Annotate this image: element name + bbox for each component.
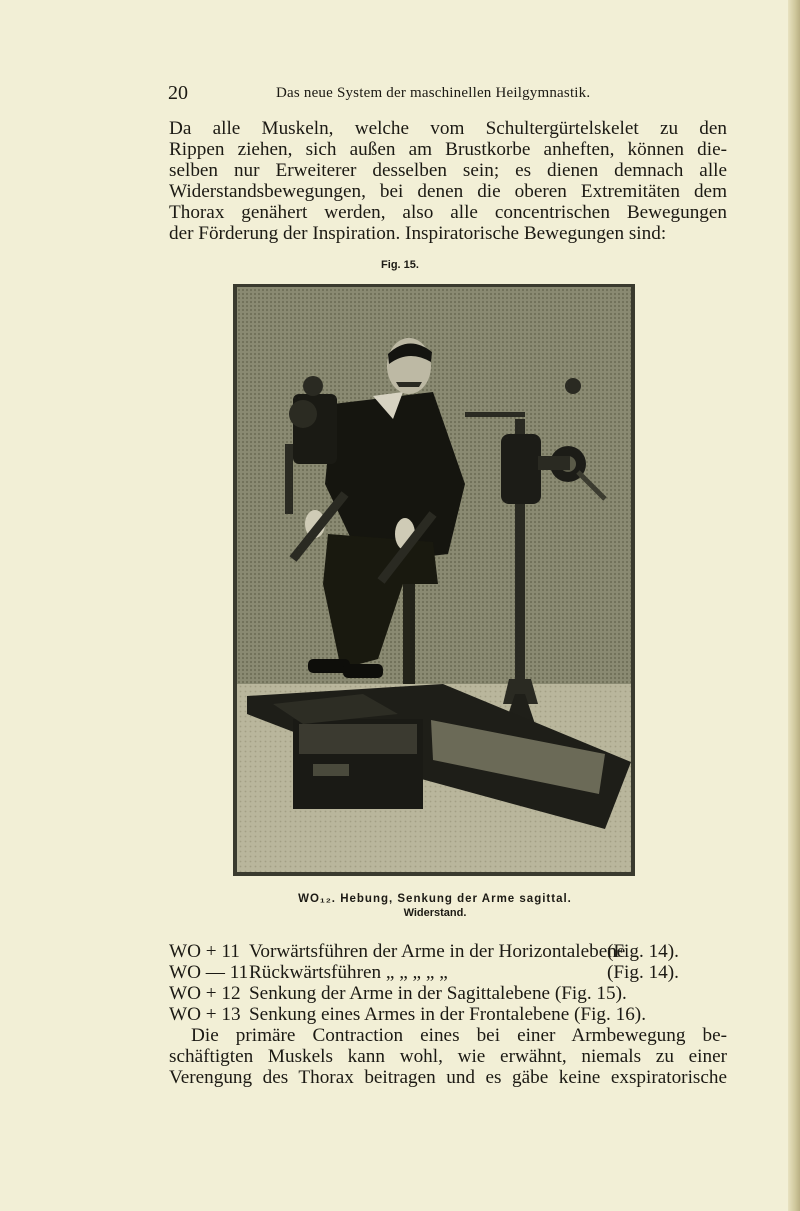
running-header [168,80,728,110]
figure-label: Fig. 15. [381,259,419,271]
figure-caption: WO₁₂. Hebung, Senkung der Arme sagittal. [298,893,572,905]
paragraph-2 [169,1025,727,1088]
running-title: Das neue System der maschinellen Heilgymnastik. [276,85,591,101]
exercise-description: Senkung der Arme in der Sagittalebene (Fig. 15). [249,983,627,1004]
paragraph-1 [169,118,727,244]
exercise-description: Vorwärtsführen der Arme in der Horizontalebene [249,941,626,962]
figure-caption-subline: Widerstand. [403,907,467,919]
figure-photograph [233,284,635,876]
text-line: schäftigten Muskels kann wohl, wie erwähnt, niemals zu einer [169,1046,727,1067]
exercise-code: WO + 12 [169,983,241,1004]
list-item [169,983,729,1004]
list-item [169,1004,729,1025]
exercise-code: WO + 11 [169,941,240,962]
list-item [169,962,729,983]
page-edge [788,0,800,1211]
text-line: Thorax genähert werden, also alle concentrischen Bewegungen [169,202,727,223]
text-line: Verengung des Thorax beitragen und es gäbe keine exspiratorische [169,1067,727,1088]
exercise-description: Rückwärtsführen „ „ „ „ „ [249,962,448,983]
exercise-list [169,941,729,1025]
text-line: Widerstandsbewegungen, bei denen die oberen Extremitäten dem [169,181,727,202]
text-line: Da alle Muskeln, welche vom Schultergürtelskelet zu den [169,118,727,139]
text-line: Die primäre Contraction eines bei einer Armbewegung be- [191,1025,727,1046]
exercise-description: Senkung eines Armes in der Frontalebene (Fig. 16). [249,1004,646,1025]
page-number: 20 [168,82,188,104]
figure-reference: (Fig. 14). [607,962,679,983]
exercise-code: WO — 11 [169,962,249,983]
exercise-code: WO + 13 [169,1004,241,1025]
text-line: der Förderung der Inspiration. Inspiratorische Bewegungen sind: [169,223,667,244]
text-line: Rippen ziehen, sich außen am Brustkorbe anheften, können die- [169,139,727,160]
figure-reference: (Fig. 14). [607,941,679,962]
list-item [169,941,729,962]
text-line: selben nur Erweiterer desselben sein; es dienen demnach alle [169,160,727,181]
